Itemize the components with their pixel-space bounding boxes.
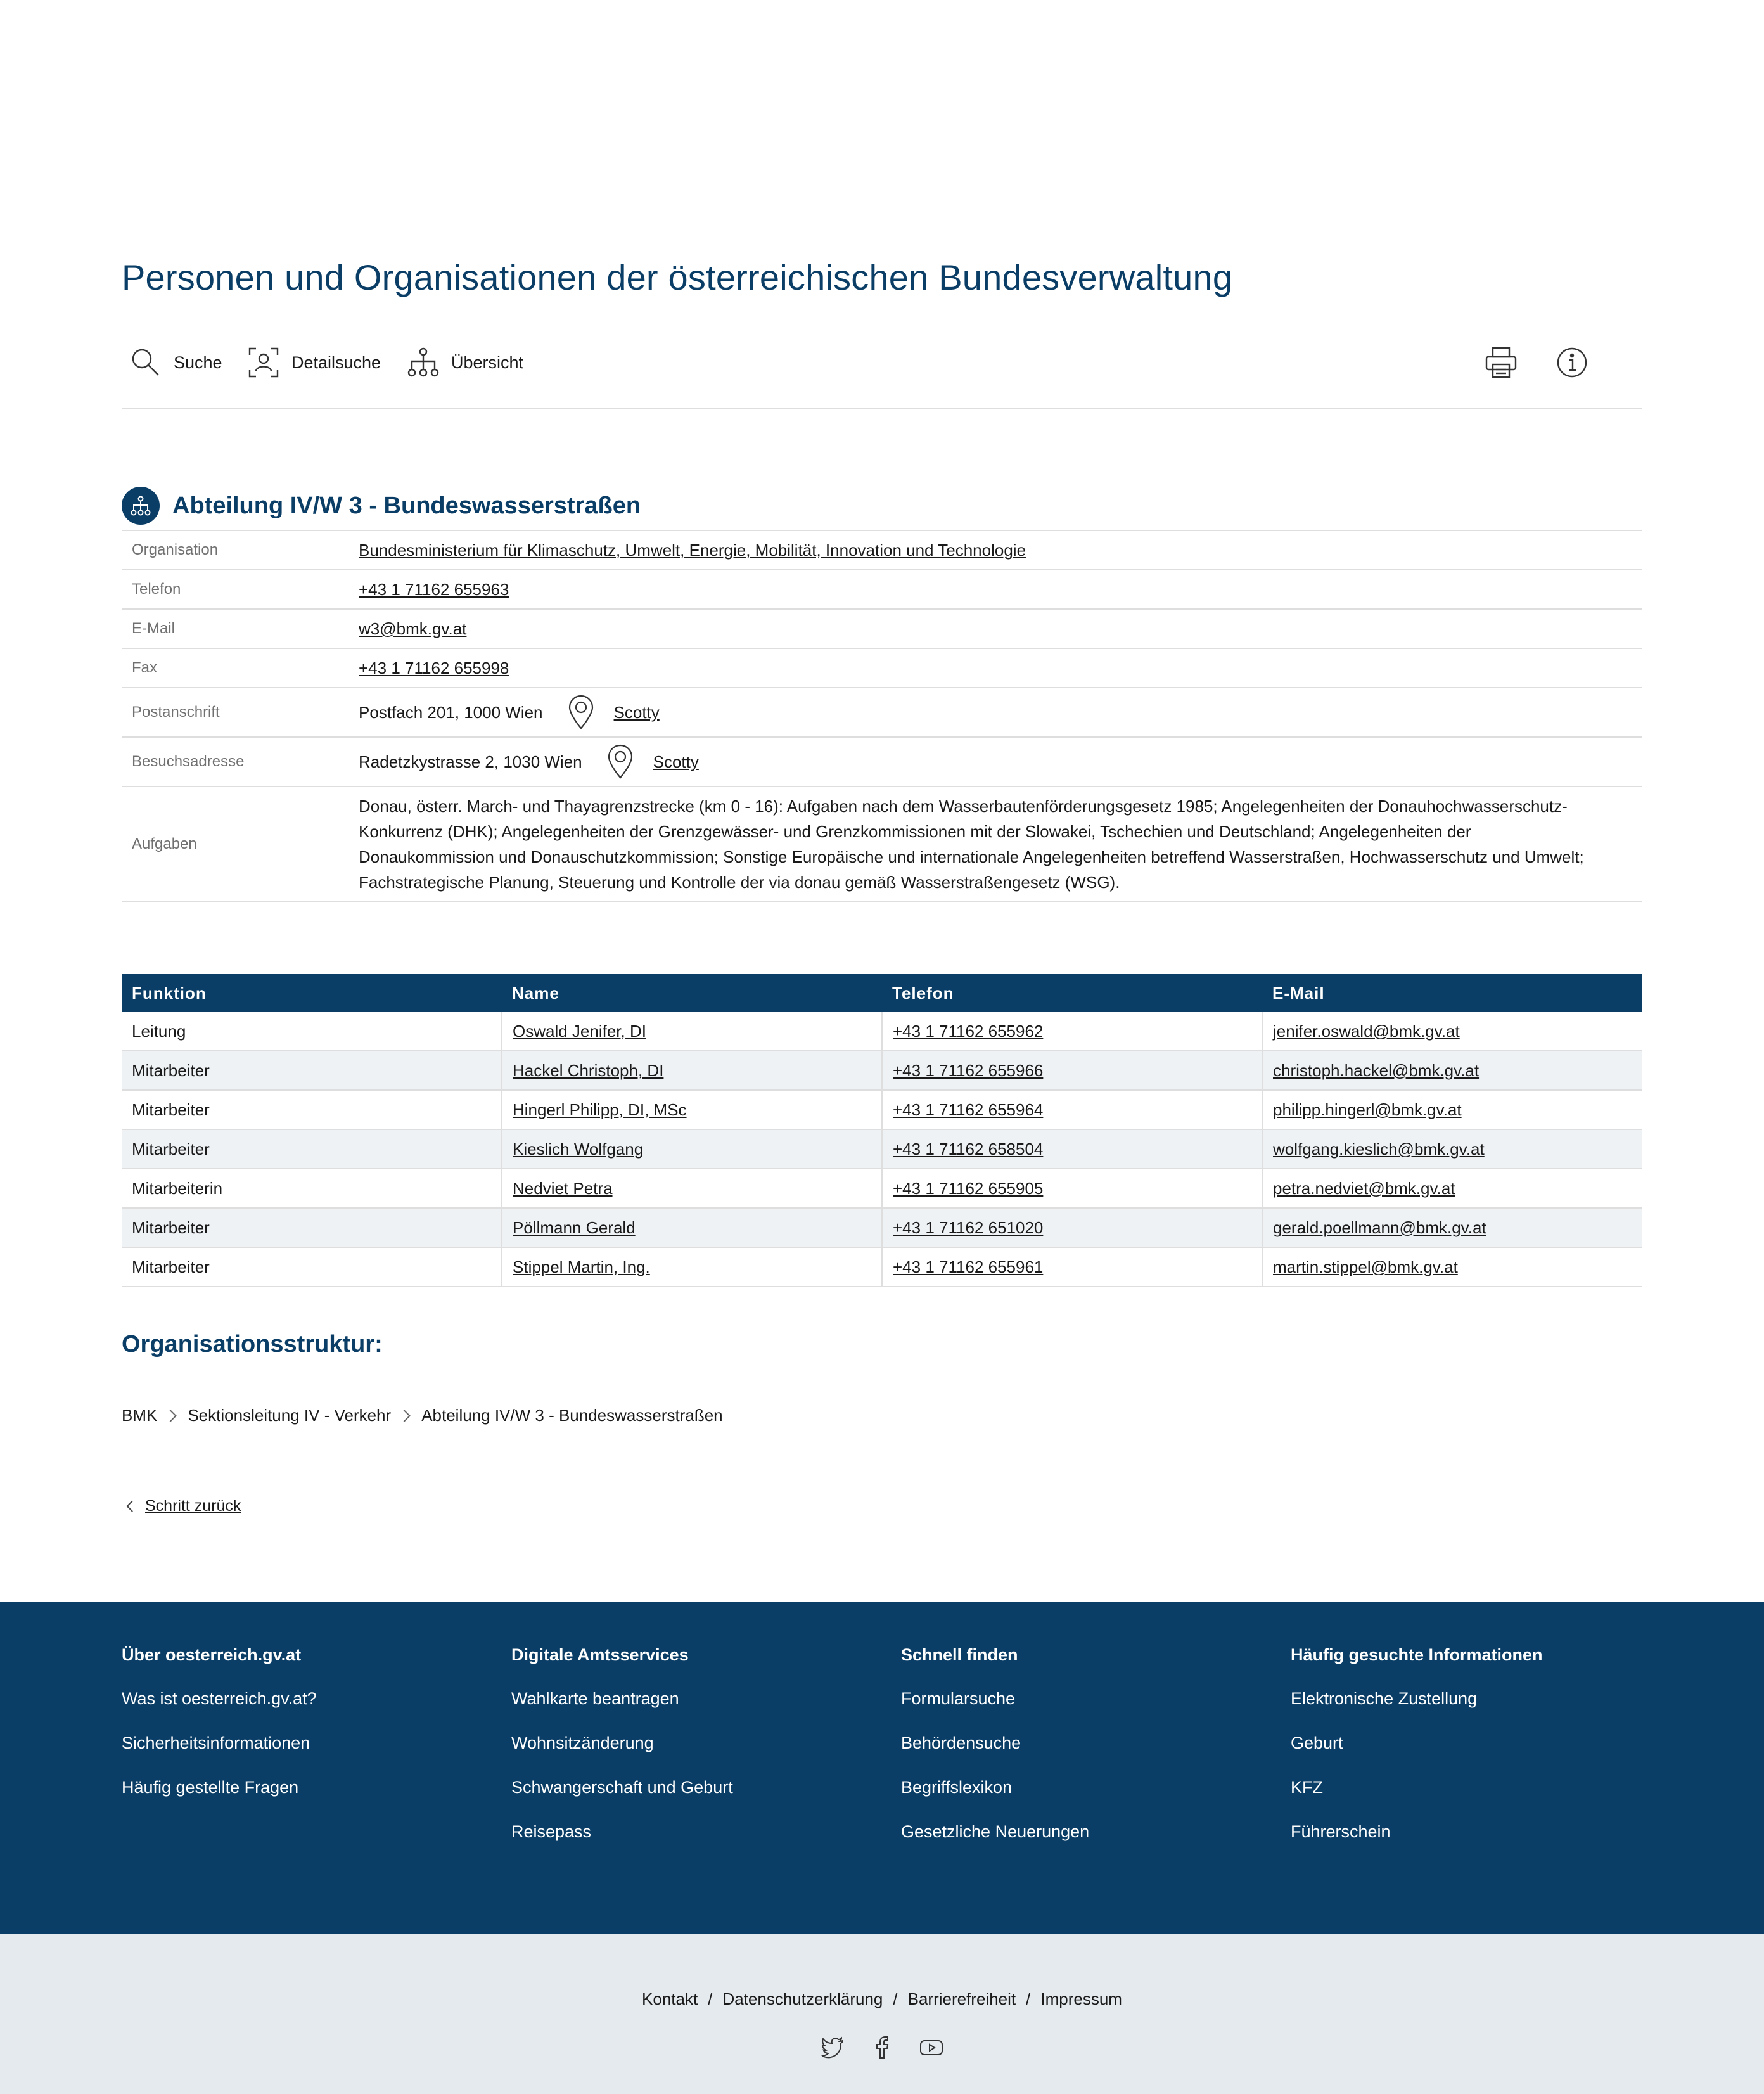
function-cell: Mitarbeiter [122, 1208, 502, 1247]
printer-icon [1484, 345, 1518, 380]
detail-row-organisation [122, 531, 1642, 570]
footer [0, 1602, 1764, 1934]
scotty-link-postal[interactable]: Scotty [613, 703, 660, 722]
org-icon-badge [122, 487, 160, 525]
email-link[interactable]: martin.stippel@bmk.gv.at [1273, 1257, 1458, 1276]
breadcrumb-item[interactable]: BMK [122, 1406, 158, 1425]
footer-column [901, 1645, 1256, 1854]
breadcrumb-item[interactable]: Sektionsleitung IV - Verkehr [188, 1406, 392, 1425]
legal-link[interactable]: Impressum [1040, 1989, 1122, 2008]
footer-link[interactable]: Führerschein [1291, 1822, 1391, 1841]
legal-link[interactable]: Kontakt [642, 1989, 698, 2008]
footer-column-title: Über oesterreich.gv.at [122, 1645, 302, 1664]
chevron-right-icon [164, 1410, 177, 1422]
footer-link[interactable]: Reisepass [511, 1822, 592, 1841]
phone-link[interactable]: +43 1 71162 655961 [893, 1257, 1044, 1276]
tasks-text: Donau, österr. March- und Thayagrenzstrecke (km 0 - 16): Aufgaben nach dem Wasserbautenförderungsgesetz 1985; Angelegenheiten der Donauhochwasserschutz-Konkurrenz (DHK); Angelegenheiten der Grenzgewässer- und Grenzkommissionen mit der Slowakei, Tschechien und Deutschland; Angelegenheiten der Donaukommission und Donauschutzkommission; Sonstige Europäische und internationale Angelegenheiten betreffend Wasserstraßen, Hochwasserschutz und Umwelt; Fachstrategische Planung, Steuerung und Kontrolle der via donau gemäß Wasserstraßengesetz (WSG). [359, 797, 1584, 892]
detail-label: Telefon [132, 581, 181, 598]
subfooter [0, 1934, 1764, 2094]
search-button[interactable] [129, 342, 222, 383]
detail-row-telefon [122, 570, 1642, 610]
phone-link[interactable]: +43 1 71162 655966 [893, 1060, 1044, 1080]
footer-link[interactable]: Begriffslexikon [901, 1778, 1013, 1797]
phone-link[interactable]: +43 1 71162 655962 [893, 1021, 1044, 1041]
overview-label: Übersicht [451, 352, 524, 372]
detail-label: Organisation [132, 541, 219, 558]
footer-link[interactable]: Behördensuche [901, 1733, 1021, 1752]
detail-search-label: Detailsuche [291, 352, 381, 372]
person-link[interactable]: Nedviet Petra [513, 1178, 613, 1198]
print-button[interactable] [1484, 342, 1518, 383]
email-link[interactable]: w3@bmk.gv.at [359, 619, 467, 638]
info-button[interactable] [1555, 342, 1589, 383]
organisation-link[interactable]: Bundesministerium für Klimaschutz, Umwelt, Energie, Mobilität, Innovation und Technologie [359, 541, 1026, 560]
email-link[interactable]: wolfgang.kieslich@bmk.gv.at [1273, 1139, 1485, 1159]
search-label: Suche [174, 352, 222, 372]
separator: / [893, 1989, 898, 2008]
toolbar [122, 342, 1642, 383]
table-row [122, 1208, 1642, 1247]
overview-button[interactable] [407, 342, 523, 383]
footer-link[interactable]: Formularsuche [901, 1689, 1016, 1708]
detail-label: Postanschrift [132, 703, 220, 721]
detail-row-email [122, 610, 1642, 649]
org-details [122, 530, 1642, 902]
footer-link[interactable]: Was ist oesterreich.gv.at? [122, 1689, 317, 1708]
email-link[interactable]: philipp.hingerl@bmk.gv.at [1273, 1100, 1462, 1119]
detail-search-button[interactable] [247, 342, 381, 383]
back-link[interactable]: Schritt zurück [145, 1497, 241, 1515]
detail-label: Besuchsadresse [132, 753, 245, 770]
back-link-wrapper [128, 1497, 241, 1515]
footer-column [511, 1645, 866, 1854]
person-link[interactable]: Stippel Martin, Ing. [513, 1257, 650, 1276]
table-row [122, 1129, 1642, 1169]
detail-label: Aufgaben [132, 835, 197, 852]
column-header: Telefon [882, 974, 1262, 1012]
email-link[interactable]: jenifer.oswald@bmk.gv.at [1273, 1021, 1460, 1041]
phone-link[interactable]: +43 1 71162 655964 [893, 1100, 1044, 1119]
table-row [122, 1247, 1642, 1287]
phone-link[interactable]: +43 1 71162 651020 [893, 1217, 1044, 1237]
hierarchy-icon [130, 495, 151, 517]
detail-row-postanschrift [122, 688, 1642, 738]
phone-link[interactable]: +43 1 71162 655963 [359, 580, 509, 599]
detail-label: Fax [132, 659, 158, 676]
footer-link[interactable]: KFZ [1291, 1778, 1323, 1797]
org-name: Abteilung IV/W 3 - Bundeswasserstraßen [172, 492, 641, 519]
phone-link[interactable]: +43 1 71162 655905 [893, 1178, 1044, 1198]
map-pin-icon [567, 695, 595, 730]
phone-link[interactable]: +43 1 71162 658504 [893, 1139, 1044, 1159]
person-link[interactable]: Pöllmann Gerald [513, 1217, 636, 1237]
function-cell: Mitarbeiter [122, 1051, 502, 1090]
separator: / [708, 1989, 713, 2008]
footer-link[interactable]: Schwangerschaft und Geburt [511, 1778, 733, 1797]
footer-column-title: Häufig gesuchte Informationen [1291, 1645, 1543, 1664]
function-cell: Mitarbeiterin [122, 1169, 502, 1208]
footer-link[interactable]: Wohnsitzänderung [511, 1733, 654, 1752]
search-icon [129, 346, 162, 379]
chevron-left-icon [126, 1500, 137, 1512]
visit-address: Radetzkystrasse 2, 1030 Wien [359, 752, 582, 771]
footer-link[interactable]: Sicherheitsinformationen [122, 1733, 310, 1752]
column-header: E-Mail [1262, 974, 1642, 1012]
person-search-icon [247, 346, 280, 379]
footer-column [122, 1645, 476, 1809]
footer-link[interactable]: Gesetzliche Neuerungen [901, 1822, 1090, 1841]
person-link[interactable]: Hingerl Philipp, DI, MSc [513, 1100, 687, 1119]
toolbar-divider [122, 408, 1642, 409]
function-cell: Mitarbeiter [122, 1090, 502, 1129]
social-links [0, 2035, 1764, 2060]
youtube-icon[interactable] [919, 2035, 944, 2060]
breadcrumb [122, 1406, 723, 1425]
detail-row-besuchsadresse [122, 738, 1642, 787]
postal-address: Postfach 201, 1000 Wien [359, 703, 543, 722]
twitter-icon[interactable] [820, 2035, 845, 2060]
facebook-icon[interactable] [869, 2035, 895, 2060]
footer-column [1291, 1645, 1646, 1854]
email-link[interactable]: gerald.poellmann@bmk.gv.at [1273, 1217, 1486, 1237]
staff-table [122, 974, 1642, 1287]
chevron-right-icon [398, 1410, 411, 1422]
hierarchy-icon [407, 346, 440, 379]
function-cell: Mitarbeiter [122, 1247, 502, 1287]
page-title: Personen und Organisationen der österreichischen Bundesverwaltung [122, 257, 1233, 297]
map-pin-icon [606, 744, 634, 780]
detail-row-aufgaben [122, 787, 1642, 902]
footer-link[interactable]: Elektronische Zustellung [1291, 1689, 1478, 1708]
footer-column-title: Digitale Amtsservices [511, 1645, 689, 1664]
structure-title: Organisationsstruktur: [122, 1331, 383, 1358]
separator: / [1026, 1989, 1031, 2008]
legal-links [0, 1989, 1764, 2009]
fax-link[interactable]: +43 1 71162 655998 [359, 658, 509, 678]
legal-link[interactable]: Barrierefreiheit [907, 1989, 1016, 2008]
person-link[interactable]: Kieslich Wolfgang [513, 1139, 644, 1159]
footer-link[interactable]: Wahlkarte beantragen [511, 1689, 679, 1708]
footer-link[interactable]: Geburt [1291, 1733, 1343, 1752]
email-link[interactable]: petra.nedviet@bmk.gv.at [1273, 1178, 1455, 1198]
footer-link[interactable]: Häufig gestellte Fragen [122, 1778, 299, 1797]
breadcrumb-current: Abteilung IV/W 3 - Bundeswasserstraßen [421, 1406, 723, 1425]
info-icon [1555, 345, 1589, 380]
table-row [122, 1090, 1642, 1129]
email-link[interactable]: christoph.hackel@bmk.gv.at [1273, 1060, 1480, 1080]
column-header: Funktion [122, 974, 502, 1012]
scotty-link-visit[interactable]: Scotty [653, 752, 699, 771]
footer-column-title: Schnell finden [901, 1645, 1018, 1664]
function-cell: Leitung [122, 1012, 502, 1051]
table-row [122, 1169, 1642, 1208]
column-header: Name [502, 974, 882, 1012]
function-cell: Mitarbeiter [122, 1129, 502, 1169]
table-row [122, 1051, 1642, 1090]
person-link[interactable]: Hackel Christoph, DI [513, 1060, 664, 1080]
legal-link[interactable]: Datenschutzerklärung [722, 1989, 883, 2008]
table-row [122, 1012, 1642, 1051]
detail-label: E-Mail [132, 620, 176, 637]
detail-row-fax [122, 649, 1642, 688]
person-link[interactable]: Oswald Jenifer, DI [513, 1021, 646, 1041]
